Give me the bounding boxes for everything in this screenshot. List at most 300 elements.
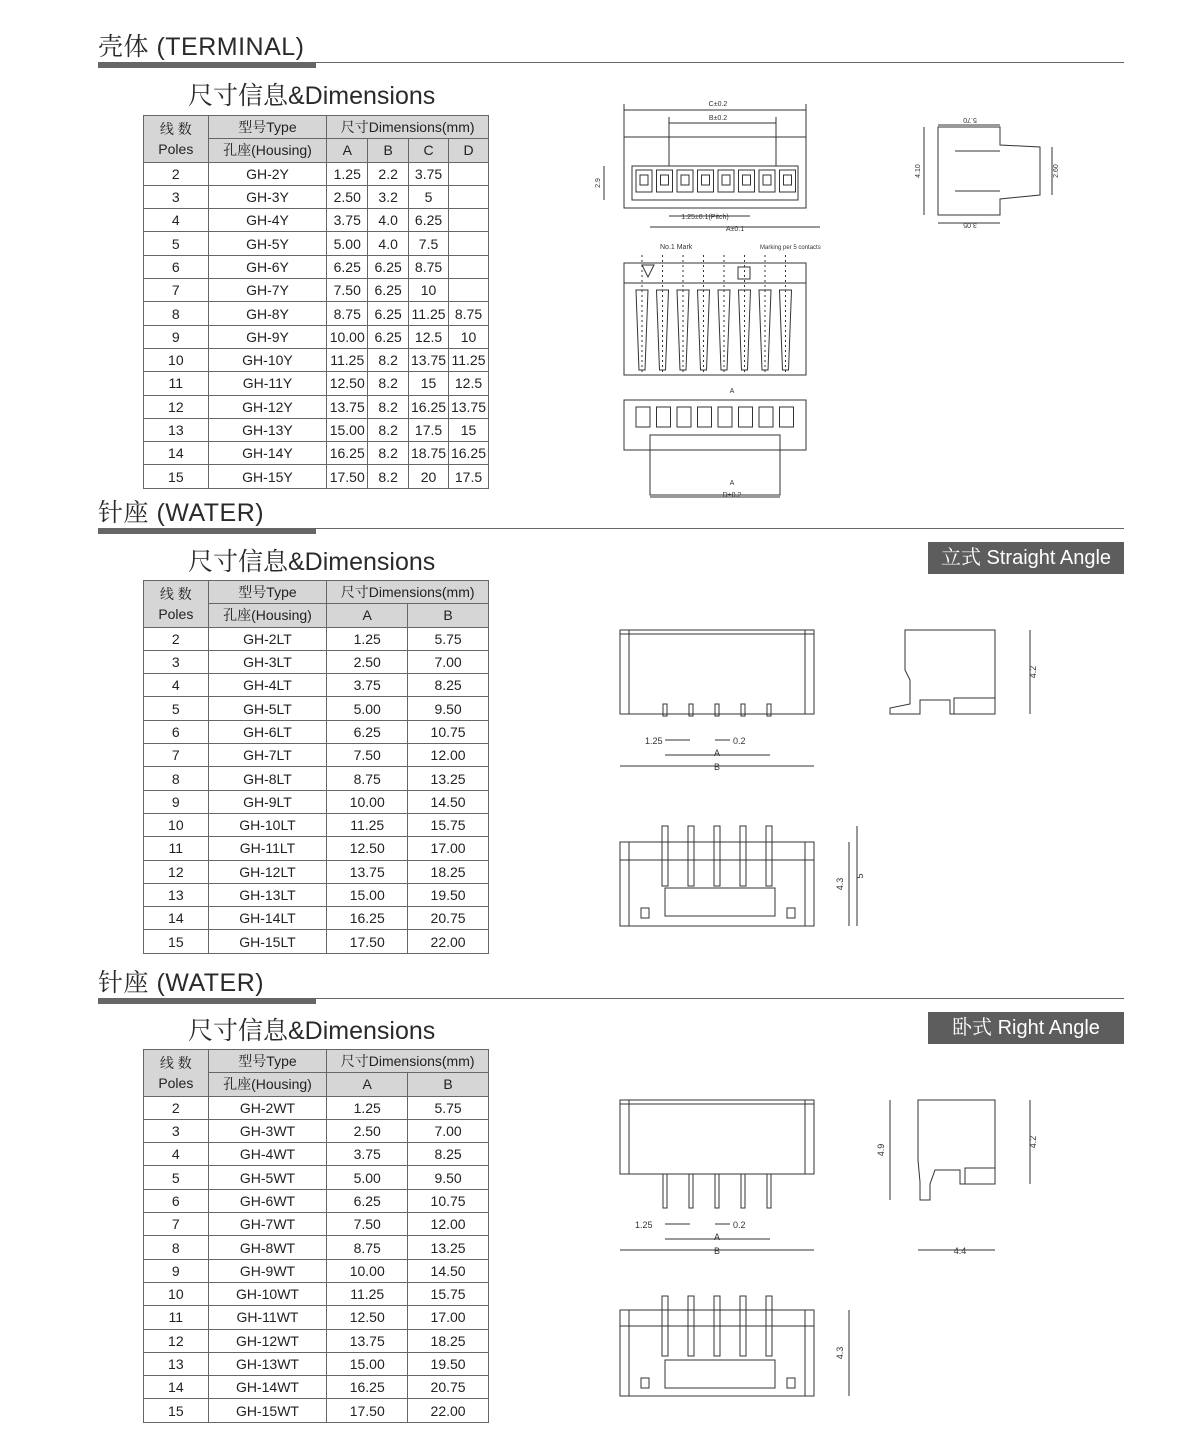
terminal-section-title: 壳体 (TERMINAL) [98, 33, 305, 61]
table-cell: 13 [144, 883, 209, 906]
table-cell: 6.25 [368, 325, 409, 348]
table-cell: 9 [144, 790, 209, 813]
table-cell: 12 [144, 1329, 209, 1352]
pin [689, 1174, 693, 1208]
table-row [144, 325, 489, 348]
table-row [144, 185, 489, 208]
table-row [144, 907, 489, 930]
table-row [144, 697, 489, 720]
r-h49-label: 4.9 [876, 1143, 886, 1157]
table-cell: 3 [144, 185, 209, 208]
table-cell: 8.25 [408, 674, 489, 697]
table-row [144, 744, 489, 767]
table-row [144, 813, 489, 836]
table-row [144, 767, 489, 790]
right-drawing [605, 1090, 1065, 1410]
table-cell: 10.75 [408, 720, 489, 743]
table-cell: 11 [144, 837, 209, 860]
table-cell: GH-6Y [208, 255, 327, 278]
table-cell: 8.75 [327, 767, 408, 790]
table-cell: GH-3Y [208, 185, 327, 208]
table-row [144, 465, 489, 488]
terminal-cell-inner [661, 175, 669, 185]
table-cell: 14.50 [408, 790, 489, 813]
table-cell: 8.2 [368, 442, 409, 465]
table-cell: GH-10Y [208, 348, 327, 371]
table-cell: 22.00 [408, 1399, 489, 1422]
table-cell: 13.75 [327, 860, 408, 883]
table-cell: 8.2 [368, 372, 409, 395]
table-cell: 12.50 [327, 372, 368, 395]
terminal-bottom-slot [718, 407, 732, 427]
table-cell: 5.75 [408, 1096, 489, 1119]
table-cell: 15 [409, 372, 449, 395]
s-h42-label: 4.2 [1028, 665, 1038, 679]
table-cell: 4 [144, 674, 209, 697]
s-h5-label: 5 [855, 873, 865, 879]
table-cell: 12 [144, 395, 209, 418]
section-a2-label: A [729, 480, 735, 487]
r-h43-label: 4.3 [835, 1346, 845, 1360]
s-gap-label: 0.2 [733, 736, 746, 746]
table-cell: 15 [144, 930, 209, 953]
table-cell: 8.25 [408, 1143, 489, 1166]
table-cell: 9.50 [408, 697, 489, 720]
table-cell: 10.75 [408, 1189, 489, 1212]
table-cell: 13 [144, 1352, 209, 1375]
table-cell: 14.50 [408, 1259, 489, 1282]
table-cell: 13.75 [327, 395, 368, 418]
table-cell: 16.25 [409, 395, 449, 418]
table-cell: GH-13WT [208, 1352, 327, 1375]
table-cell: GH-8LT [208, 767, 327, 790]
table-row [144, 674, 489, 697]
housing-header: 孔座(Housing) [208, 604, 327, 627]
table-cell: GH-9Y [208, 325, 327, 348]
h29-label: 2.9 [595, 178, 602, 188]
terminal-cell-inner [702, 175, 710, 185]
right-rule-bar [98, 999, 316, 1004]
table-cell: 10.00 [327, 1259, 408, 1282]
table-cell: GH-6WT [208, 1189, 327, 1212]
table-cell [449, 185, 489, 208]
table-cell: 15.00 [327, 418, 368, 441]
table-cell: 13.75 [409, 348, 449, 371]
table-cell: GH-11Y [208, 372, 327, 395]
table-cell: 13.75 [449, 395, 489, 418]
terminal-cell-inner [681, 175, 689, 185]
table-cell: GH-14WT [208, 1376, 327, 1399]
straight-dimensions-title: 尺寸信息&Dimensions [188, 548, 436, 576]
table-cell [449, 209, 489, 232]
table-cell: 13.25 [408, 767, 489, 790]
terminal-cell-inner [640, 175, 648, 185]
table-cell: 14 [144, 907, 209, 930]
table-row [144, 1282, 489, 1305]
terminal-cell [718, 170, 734, 192]
terminal-cell [739, 170, 755, 192]
table-cell: GH-12LT [208, 860, 327, 883]
table-row [144, 930, 489, 953]
table-cell: 5.75 [408, 627, 489, 650]
table-cell [449, 232, 489, 255]
table-row [144, 1399, 489, 1422]
top-pin [766, 826, 772, 886]
table-row [144, 1306, 489, 1329]
d-dim-label: D±0.2 [722, 492, 742, 499]
table-cell: 12.50 [327, 837, 408, 860]
table-cell: 11.25 [327, 813, 408, 836]
dimensions-header: 尺寸Dimensions(mm) [327, 1050, 489, 1073]
table-cell: 18.75 [409, 442, 449, 465]
table-cell: GH-4LT [208, 674, 327, 697]
table-row [144, 860, 489, 883]
table-cell: 12.5 [449, 372, 489, 395]
table-cell: 15 [144, 465, 209, 488]
terminal-bottom-slot [739, 407, 753, 427]
table-cell: 8 [144, 1236, 209, 1259]
s-h43-label: 4.3 [835, 877, 845, 891]
r-gap-label: 0.2 [733, 1220, 746, 1230]
table-cell: 7.5 [409, 232, 449, 255]
table-cell: GH-14Y [208, 442, 327, 465]
no1-mark-label: No.1 Mark [660, 244, 693, 251]
straight-rule-bar [98, 529, 316, 534]
table-cell: 7 [144, 744, 209, 767]
table-cell: GH-8WT [208, 1236, 327, 1259]
table-cell: GH-3WT [208, 1119, 327, 1142]
top-pin [714, 826, 720, 886]
table-cell: 17.5 [449, 465, 489, 488]
table-cell: 6.25 [368, 302, 409, 325]
table-cell: 20 [409, 465, 449, 488]
table-cell: 5 [144, 232, 209, 255]
table-row [144, 1189, 489, 1212]
table-cell: GH-5Y [208, 232, 327, 255]
table-row [144, 255, 489, 278]
table-row [144, 790, 489, 813]
b-dim-label: B±0.2 [708, 115, 728, 122]
table-row [144, 279, 489, 302]
table-cell: 4 [144, 209, 209, 232]
table-cell: 6.25 [368, 279, 409, 302]
table-cell: 6 [144, 255, 209, 278]
table-cell: 2 [144, 1096, 209, 1119]
table-cell: 8.75 [409, 255, 449, 278]
table-cell: 3.2 [368, 185, 409, 208]
top-pin [688, 826, 694, 886]
table-cell: GH-5LT [208, 697, 327, 720]
table-row [144, 418, 489, 441]
table-row [144, 348, 489, 371]
table-cell: 3.75 [409, 162, 449, 185]
table-cell: 15.75 [408, 813, 489, 836]
table-cell: GH-12WT [208, 1329, 327, 1352]
table-cell: 4.0 [368, 232, 409, 255]
dimensions-header: 尺寸Dimensions(mm) [327, 116, 489, 139]
table-cell: 8 [144, 767, 209, 790]
terminal-bottom-slot [759, 407, 773, 427]
table-cell: GH-4WT [208, 1143, 327, 1166]
terminal-bottom-slot [780, 407, 794, 427]
table-cell: 5.00 [327, 697, 408, 720]
table-cell: GH-10LT [208, 813, 327, 836]
table-row [144, 883, 489, 906]
table-row [144, 395, 489, 418]
table-row [144, 232, 489, 255]
straight-angle-badge: 立式 Straight Angle [928, 542, 1124, 574]
table-cell: 10 [144, 1282, 209, 1305]
marking-label: Marking per 5 contacts [760, 245, 821, 251]
table-row [144, 1213, 489, 1236]
table-cell: 3 [144, 650, 209, 673]
table-cell: 12 [144, 860, 209, 883]
col-c-header: C [409, 139, 449, 162]
table-cell: 3.75 [327, 674, 408, 697]
table-cell: 8.75 [327, 302, 368, 325]
table-cell: 2.50 [327, 650, 408, 673]
table-cell: 2.50 [327, 185, 368, 208]
side-570-label: 5.70 [963, 116, 977, 123]
dimensions-header: 尺寸Dimensions(mm) [327, 581, 489, 604]
table-cell: 7.50 [327, 1213, 408, 1236]
table-cell: 11.25 [409, 302, 449, 325]
table-row [144, 209, 489, 232]
table-cell: 3.75 [327, 1143, 408, 1166]
table-cell: 15 [144, 1399, 209, 1422]
table-cell: 17.5 [409, 418, 449, 441]
table-cell: 2 [144, 627, 209, 650]
table-cell: 6 [144, 1189, 209, 1212]
table-cell: 8.75 [327, 1236, 408, 1259]
table-cell: 15.00 [327, 1352, 408, 1375]
table-cell: 1.25 [327, 162, 368, 185]
table-cell: GH-6LT [208, 720, 327, 743]
terminal-bottom-slot [698, 407, 712, 427]
table-cell: 6.25 [327, 720, 408, 743]
table-cell: 16.25 [327, 907, 408, 930]
table-cell: GH-8Y [208, 302, 327, 325]
table-cell: GH-15LT [208, 930, 327, 953]
housing-header: 孔座(Housing) [208, 139, 327, 162]
table-cell: 17.50 [327, 465, 368, 488]
table-cell: 8.2 [368, 348, 409, 371]
table-cell: 8.2 [368, 465, 409, 488]
table-cell: GH-13Y [208, 418, 327, 441]
table-cell: 15.75 [408, 1282, 489, 1305]
table-cell: 8.75 [449, 302, 489, 325]
terminal-dimensions-table [143, 115, 489, 489]
table-cell: 5 [144, 1166, 209, 1189]
table-cell: 9 [144, 325, 209, 348]
type-header: 型号Type [208, 116, 327, 139]
s-a-label: A [713, 748, 721, 758]
table-cell: 12.5 [409, 325, 449, 348]
poles-header: 线 数 Poles [144, 581, 209, 628]
table-cell: 10.00 [327, 790, 408, 813]
table-cell: 19.50 [408, 883, 489, 906]
col-b-header: B [408, 604, 489, 627]
type-header: 型号Type [208, 1050, 327, 1073]
col-d-header: D [449, 139, 489, 162]
table-cell [449, 255, 489, 278]
table-cell: GH-7Y [208, 279, 327, 302]
right-dimensions-title: 尺寸信息&Dimensions [188, 1017, 436, 1045]
pin [715, 1174, 719, 1208]
table-cell: 18.25 [408, 1329, 489, 1352]
table-cell: 13.75 [327, 1329, 408, 1352]
type-header: 型号Type [208, 581, 327, 604]
table-cell: GH-14LT [208, 907, 327, 930]
table-cell: 11 [144, 1306, 209, 1329]
straight-section-title: 针座 (WATER) [98, 499, 265, 527]
table-cell: 17.00 [408, 1306, 489, 1329]
poles-header: 线 数 Poles [144, 116, 209, 163]
table-cell: 17.50 [327, 930, 408, 953]
table-cell: 11.25 [327, 1282, 408, 1305]
table-row [144, 650, 489, 673]
table-cell: 9.50 [408, 1166, 489, 1189]
terminal-cell-inner [743, 175, 751, 185]
col-a-header: A [327, 604, 408, 627]
table-row [144, 1259, 489, 1282]
terminal-bottom-slot [677, 407, 691, 427]
terminal-cell [657, 170, 673, 192]
table-cell: 10 [144, 813, 209, 836]
table-cell: 14 [144, 442, 209, 465]
table-cell: 2 [144, 162, 209, 185]
terminal-bottom-slot [636, 407, 650, 427]
table-row [144, 1376, 489, 1399]
table-cell: 7.00 [408, 1119, 489, 1142]
table-cell: 8.2 [368, 395, 409, 418]
r-a-label: A [713, 1232, 721, 1242]
terminal-cell-inner [784, 175, 792, 185]
a-dim-label: A±0.1 [725, 226, 745, 233]
table-cell: GH-7LT [208, 744, 327, 767]
terminal-cell [780, 170, 796, 192]
table-cell: 12.00 [408, 1213, 489, 1236]
table-cell: 4 [144, 1143, 209, 1166]
terminal-rule-bar [98, 63, 316, 68]
table-cell: GH-3LT [208, 650, 327, 673]
table-cell: 9 [144, 1259, 209, 1282]
table-cell: 11.25 [449, 348, 489, 371]
table-cell [449, 162, 489, 185]
table-cell: 6 [144, 720, 209, 743]
table-cell: GH-9WT [208, 1259, 327, 1282]
table-cell: GH-15Y [208, 465, 327, 488]
table-cell: 3.75 [327, 209, 368, 232]
table-cell: GH-11LT [208, 837, 327, 860]
table-cell: GH-2Y [208, 162, 327, 185]
table-cell: 5.00 [327, 232, 368, 255]
table-cell: 2.50 [327, 1119, 408, 1142]
r-w44-label: 4.4 [953, 1246, 967, 1256]
table-cell: 10 [144, 348, 209, 371]
table-row [144, 372, 489, 395]
table-row [144, 1119, 489, 1142]
right-angle-badge: 卧式 Right Angle [928, 1012, 1124, 1044]
table-cell: GH-10WT [208, 1282, 327, 1305]
table-cell: 7 [144, 279, 209, 302]
table-cell: GH-4Y [208, 209, 327, 232]
pin [741, 1174, 745, 1208]
table-cell: 18.25 [408, 860, 489, 883]
terminal-cell [677, 170, 693, 192]
straight-drawing [605, 620, 1065, 940]
table-cell: 1.25 [327, 1096, 408, 1119]
terminal-drawing [590, 95, 1060, 505]
side-260-label: 2.60 [1053, 164, 1060, 178]
straight-dimensions-table [143, 580, 489, 954]
table-cell: 16.25 [449, 442, 489, 465]
table-cell: 7 [144, 1213, 209, 1236]
terminal-cell-inner [763, 175, 771, 185]
terminal-cell [698, 170, 714, 192]
table-cell: 19.50 [408, 1352, 489, 1375]
table-cell: 6.25 [327, 255, 368, 278]
table-cell: 14 [144, 1376, 209, 1399]
table-cell: GH-12Y [208, 395, 327, 418]
table-cell: GH-11WT [208, 1306, 327, 1329]
table-cell: 7.50 [327, 744, 408, 767]
table-cell: GH-15WT [208, 1399, 327, 1422]
table-row [144, 1329, 489, 1352]
terminal-cell [636, 170, 652, 192]
table-cell: GH-13LT [208, 883, 327, 906]
table-row [144, 1096, 489, 1119]
table-row [144, 837, 489, 860]
table-cell: 3 [144, 1119, 209, 1142]
table-cell: 15 [449, 418, 489, 441]
table-cell: 11 [144, 372, 209, 395]
terminal-cell-inner [722, 175, 730, 185]
table-cell: 20.75 [408, 907, 489, 930]
terminal-cell [759, 170, 775, 192]
table-cell: 12.50 [327, 1306, 408, 1329]
s-pitch-label: 1.25 [645, 736, 663, 746]
poles-header: 线 数 Poles [144, 1050, 209, 1097]
table-cell: 6.25 [368, 255, 409, 278]
table-cell: 6.25 [327, 1189, 408, 1212]
table-row [144, 1143, 489, 1166]
terminal-dimensions-title: 尺寸信息&Dimensions [188, 82, 436, 110]
s-b-label: B [713, 762, 721, 772]
table-cell: 22.00 [408, 930, 489, 953]
table-row [144, 627, 489, 650]
table-cell: 1.25 [327, 627, 408, 650]
table-cell: GH-5WT [208, 1166, 327, 1189]
table-row [144, 302, 489, 325]
table-cell: 20.75 [408, 1376, 489, 1399]
r-b-label: B [713, 1246, 721, 1256]
table-cell: 12.00 [408, 744, 489, 767]
terminal-bottom-slot [657, 407, 671, 427]
table-cell: 16.25 [327, 1376, 408, 1399]
top-pin [740, 826, 746, 886]
table-cell: GH-9LT [208, 790, 327, 813]
table-cell: 7.50 [327, 279, 368, 302]
table-cell: 5 [409, 185, 449, 208]
table-row [144, 1236, 489, 1259]
table-cell: 5.00 [327, 1166, 408, 1189]
table-cell: 13.25 [408, 1236, 489, 1259]
col-b-header: B [408, 1073, 489, 1096]
table-cell: 11.25 [327, 348, 368, 371]
col-a-header: A [327, 1073, 408, 1096]
table-row [144, 442, 489, 465]
